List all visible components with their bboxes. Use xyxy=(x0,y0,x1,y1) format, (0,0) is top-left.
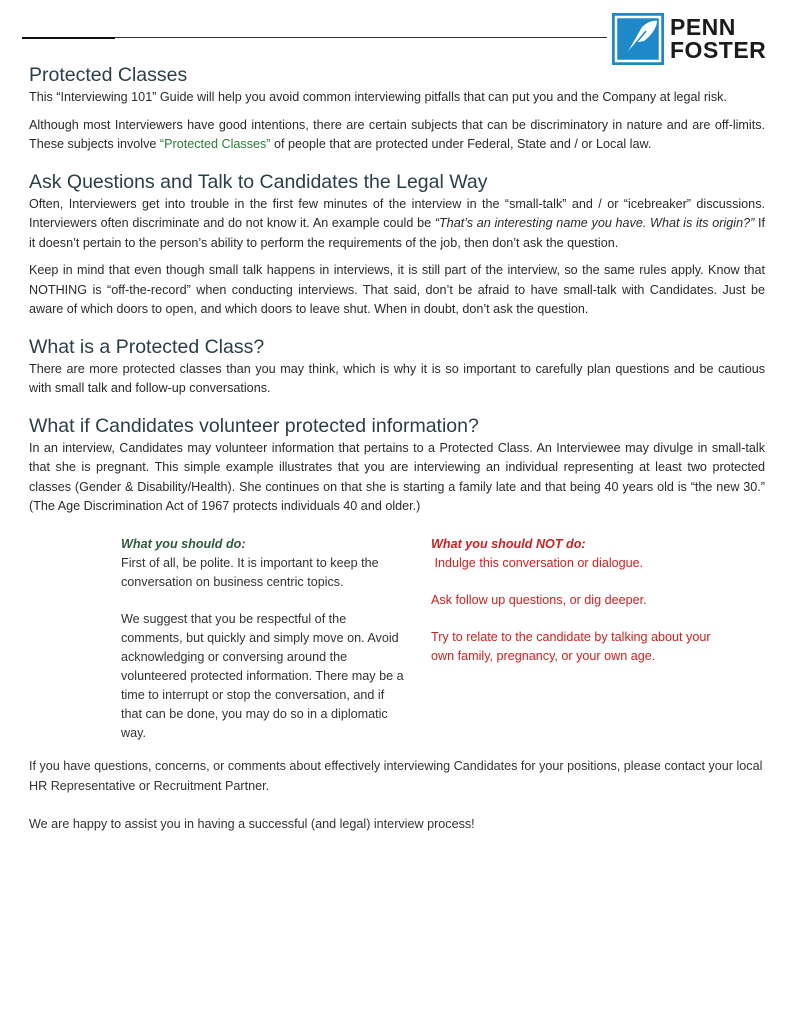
should-do-column xyxy=(121,535,406,743)
main-content xyxy=(29,62,765,517)
logo-line-2: FOSTER xyxy=(670,37,767,63)
heading-volunteer-info: What if Candidates volunteer protected information? xyxy=(29,414,479,437)
should-do-heading: What you should do: xyxy=(121,537,246,551)
header-rule-accent xyxy=(22,37,115,39)
closing-line: We are happy to assist you in having a successful (and legal) interview process! xyxy=(29,817,475,831)
heading-protected-classes: Protected Classes xyxy=(29,64,188,86)
should-not-item: Try to relate to the candidate by talking about your own family, pregnancy, or your own age. xyxy=(431,630,711,663)
text-segment: of people that are protected under Federal, State and / or Local law. xyxy=(270,137,652,151)
should-do-item: First of all, be polite. It is important to keep the conversation on business centric topics. xyxy=(121,556,379,589)
text-segment: If it doesn’t pertain to the person’s ability to perform the requirements of the job, then don’t ask the question. xyxy=(29,216,766,250)
quill-logo-icon xyxy=(612,13,664,65)
paragraph-volunteer-example: In an interview, Candidates may volunteer information that pertains to a Protected Class. An Interviewee may divulge in small-talk that she is pregnant. This simple example illustrates that you are interviewing an individual representing at least two protected classes (Gender & Disability/Health). She continues on that she is starting a family late and that being 40 years old is “the new 30.” (The Age Discrimination Act of 1967 protects individuals 40 and older.) xyxy=(29,440,765,513)
closing-section xyxy=(29,757,769,835)
contact-paragraph: If you have questions, concerns, or comments about effectively interviewing Candidates for your positions, please contact your local HR Representative or Recruitment Partner. xyxy=(29,759,763,793)
heading-legal-way: Ask Questions and Talk to Candidates the Legal Way xyxy=(29,170,488,193)
paragraph-small-talk xyxy=(29,195,765,254)
paragraph-off-the-record: Keep in mind that even though small talk happens in interviews, it is still part of the interview, so the same rules apply. Know that NOTHING is “off-the-record” when conducting interviews. That said, don’t be afraid to have small-talk with Candidates. Just be aware of which doors to open, and which doors to leave shut. When in doubt, don’t ask the question. xyxy=(29,263,765,316)
paragraph-more-classes: There are more protected classes than you may think, which is why it is so important to carefully plan questions and be cautious with small talk and follow-up conversations. xyxy=(29,361,765,395)
should-do-item: We suggest that you be respectful of the comments, but quickly and simply move on. Avoid acknowledging or conversing around the volunteered protected information. There may be a time to interrupt or stop the conversation, and if that can be done, you may do so in a diplomatic way. xyxy=(121,612,404,740)
text-segment: Although most Interviewers have good intentions, there are certain subjects that can be discriminatory in nature and are off-limits. These subjects involve xyxy=(29,117,765,151)
paragraph-off-limits xyxy=(29,116,765,155)
logo-line-1: PENN xyxy=(670,14,736,40)
header-rule xyxy=(115,37,607,38)
heading-what-is-protected-class: What is a Protected Class? xyxy=(29,335,265,358)
penn-foster-logo xyxy=(612,13,782,65)
do-dont-columns xyxy=(121,535,721,740)
should-not-item: Ask follow up questions, or dig deeper. xyxy=(431,593,647,607)
paragraph-intro: This “Interviewing 101” Guide will help you avoid common interviewing pitfalls that can put you and the Company at legal risk. xyxy=(29,90,727,104)
should-not-item: Indulge this conversation or dialogue. xyxy=(431,556,644,570)
example-quote: “That’s an interesting name you have. What is its origin?” xyxy=(434,216,755,230)
protected-classes-term: “Protected Classes” xyxy=(159,137,271,151)
logo-wordmark xyxy=(670,16,766,62)
should-not-column xyxy=(431,535,721,666)
should-not-heading: What you should NOT do: xyxy=(431,537,586,551)
text-segment: Often, Interviewers get into trouble in the first few minutes of the interview in the “small-talk” and / or “icebreaker” discussions. Interviewers often discriminate and do not know it. An example could be xyxy=(29,196,765,230)
